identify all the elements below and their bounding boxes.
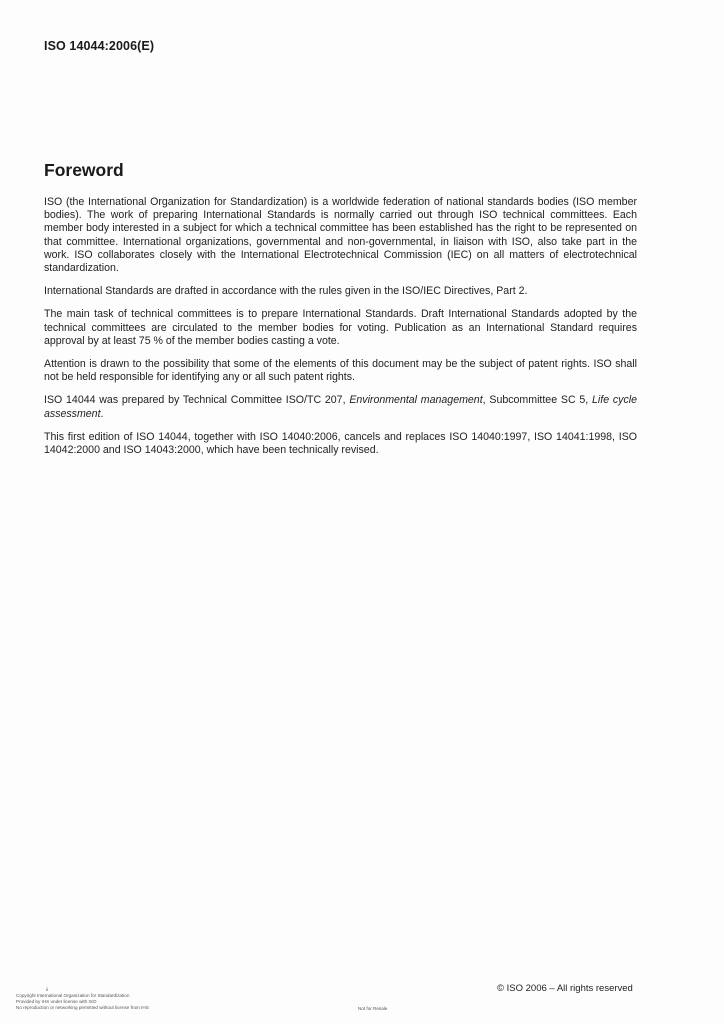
resale-note: Not for Resale — [358, 1006, 388, 1011]
copyright-notice — [16, 987, 149, 1011]
paragraph-iso-federation: ISO (the International Organization for Standardization) is a worldwide federation of national standards bodies (ISO member bodies). The work of preparing International Standards is normally carried out through ISO technical committees. Each member body interested in a subject for which a technical committee has been established has the right to be represented on that committee. International organizations, governmental and non-governmental, in liaison with ISO, also take part in the work. ISO collaborates closely with the International Electrotechnical Commission (IEC) on all matters of electrotechnical standardization. — [44, 196, 637, 275]
paragraph-technical-committees: The main task of technical committees is to prepare International Standards. Draft International Standards adopted by the technical committees are circulated to the member bodies for voting. Publication as an International Standard requires approval by at least 75 % of the member bodies casting a vote. — [44, 308, 637, 347]
rights-reserved: © ISO 2006 – All rights reserved — [497, 983, 633, 994]
committee-name: Environmental management — [349, 394, 483, 407]
paragraph-edition-history: This first edition of ISO 14044, together with ISO 14040:2006, cancels and replaces ISO 14040:1997, ISO 14041:1998, ISO 14042:2000 and ISO 14043:2000, which have been technically revised. — [44, 430, 637, 457]
document-identifier: ISO 14044:2006(E) — [44, 39, 155, 53]
page-marker: ii — [46, 987, 49, 992]
prepared-by-suffix: . — [100, 407, 104, 420]
paragraph-patent-rights: Attention is drawn to the possibility that some of the elements of this document may be the subject of patent rights. ISO shall not be held responsible for identifying any or all such patent rights. — [44, 358, 637, 384]
paragraph-directives: International Standards are drafted in accordance with the rules given in the ISO/IEC Directives, Part 2. — [44, 285, 528, 298]
foreword-body — [44, 196, 637, 467]
copyright-line-3: No reproduction or networking permitted without license from IHS — [16, 1005, 149, 1010]
copyright-line-2: Provided by IHS under license with ISO — [16, 999, 97, 1004]
prepared-by-prefix: ISO 14044 was prepared by Technical Committee ISO/TC 207, — [44, 394, 350, 407]
paragraph-prepared-by — [44, 394, 637, 420]
section-title: Foreword — [44, 160, 124, 180]
prepared-by-middle: , Subcommittee SC 5, — [482, 394, 592, 407]
subcommittee-name: Life cycle assessment — [44, 394, 637, 420]
copyright-line-1: Copyright International Organization for Standardization — [16, 993, 130, 998]
